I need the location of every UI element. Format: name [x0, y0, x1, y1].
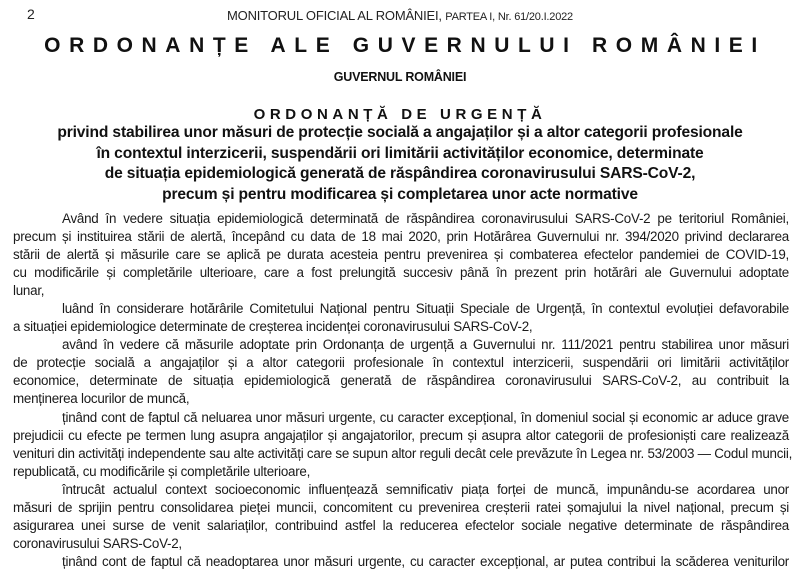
subject-line: de situația epidemiologică generată de răspândirea coronavirusului SARS-CoV-2,	[104, 165, 696, 182]
running-header	[0, 8, 800, 23]
body-line: coronavirusului SARS-CoV-2,	[13, 535, 182, 551]
subject-line: precum și pentru modificarea și completarea unor acte normative	[162, 185, 638, 203]
document-type: ORDONANȚĂ DE URGENȚĂ	[253, 106, 547, 123]
subject-line: privind stabilirea unor măsuri de protecție socială a angajaților și a altor categorii profesionale	[57, 124, 743, 141]
body-line: prejudicii cu efecte pe termen lung asupra angajaților și angajatorilor, precum și asupra altor categorii de profesioniști care realizează	[13, 427, 789, 443]
body-line: cu modificările și completările ulterioare, care a fost prelungită succesiv până în prezent prin hotărâri ale Guvernului adoptate	[13, 265, 789, 281]
preamble-body	[0, 210, 800, 571]
body-line: întrucât actualul context socioeconomic influențează semnificativ piața forței de muncă, impunându-se acordarea unor	[62, 481, 789, 497]
body-line: măsuri de sprijin pentru consolidarea pieței muncii, concomitent cu prevenirea creșterii ratei șomajului la nivel național, precum și	[13, 499, 789, 515]
body-line: precum și instituirea stării de alertă, începând cu data de 18 mai 2020, prin Hotărârea Guvernului nr. 394/2020 privind declararea	[13, 229, 789, 245]
body-line: ținând cont de faptul că neadoptarea unor măsuri urgente, cu caracter excepțional, ar putea contribui la scăderea veniturilor	[62, 553, 789, 569]
body-line: stării de alertă și măsurile care se aplică pe durata acesteia pentru prevenirea și combaterea efectelor pandemiei de COVID-19,	[13, 247, 789, 263]
part-and-issue: PARTEA I, Nr. 61/20.I.2022	[445, 11, 573, 23]
body-line: Având în vedere situația epidemiologică determinată de răspândirea coronavirusului SARS-CoV-2 pe teritoriul României,	[62, 211, 789, 226]
body-line: economice, determinate de situația epidemiologică generată de răspândirea coronavirusului SARS-CoV-2, au contribuit la	[13, 373, 789, 389]
body-line: ținând cont de faptul că neluarea unor măsuri urgente, cu caracter excepțional, în domeniul social și economic ar aduce grave	[62, 409, 789, 425]
page-number: 2	[27, 6, 35, 22]
body-line: republicată, cu modificările și completările ulterioare,	[13, 463, 311, 479]
body-line: a situației epidemiologice determinate de creșterea incidenței coronavirusului SARS-CoV-2,	[13, 319, 533, 335]
section-title: ORDONANȚE ALE GUVERNULUI ROMÂNIEI	[44, 34, 766, 57]
body-line: menținerea locurilor de muncă,	[13, 391, 190, 407]
issuer: GUVERNUL ROMÂNIEI	[333, 70, 467, 84]
body-line: de protecție socială a angajaților și a altor categorii profesionale în contextul interzicerii, suspendării ori limitării activităților	[13, 355, 789, 371]
body-line: având în vedere că măsurile adoptate prin Ordonanța de urgență a Guvernului nr. 111/2021 pentru stabilirea unor măsuri	[62, 337, 789, 353]
document-subject	[0, 123, 800, 205]
body-line: asigurarea unei surse de venit salariaților, contribuind astfel la reducerea efectelor sociale negative determinate de răspândirea	[13, 517, 789, 533]
publication-name: MONITORUL OFICIAL AL ROMÂNIEI,	[227, 8, 442, 23]
body-line: lunar,	[13, 283, 45, 299]
subject-line: în contextul interzicerii, suspendării ori limitării activităților economice, determinate	[96, 144, 704, 162]
body-line: luând în considerare hotărârile Comitetului Național pentru Situații Speciale de Urgență, în contextul evoluției defavorabile	[62, 301, 789, 317]
body-line: venituri din activități independente sau alte activități care se supun altor reguli decât cele prevăzute în Legea nr. 53/2003 — Codul muncii,	[13, 445, 793, 461]
